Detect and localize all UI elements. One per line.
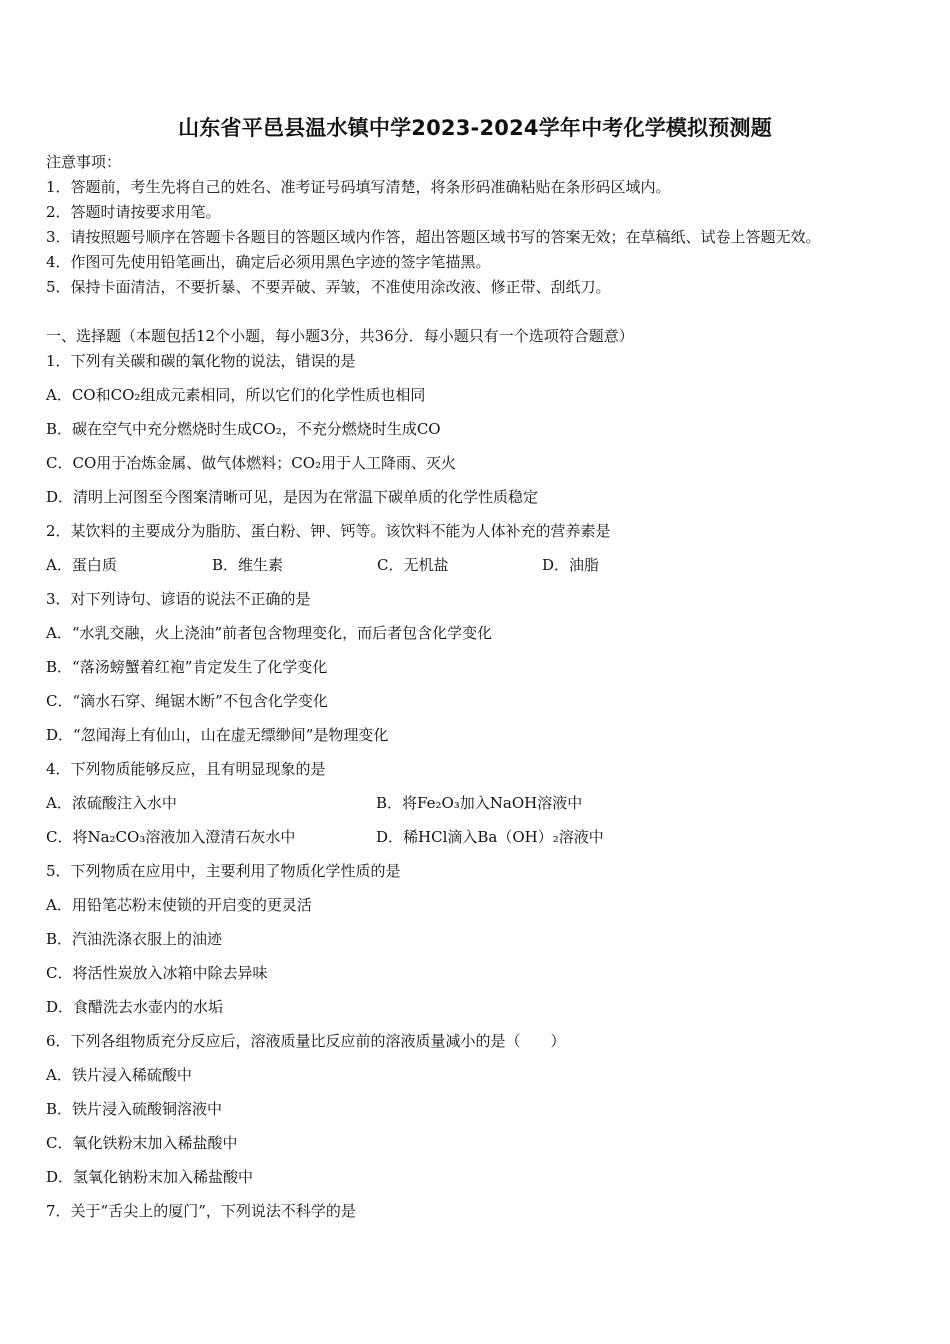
page-title: 山东省平邑县温水镇中学2023-2024学年中考化学模拟预测题 — [178, 116, 772, 140]
question-1-option-c: C．CO用于冶炼金属、做气体燃料；CO₂用于人工降雨、灭火 — [46, 454, 457, 472]
question-2-option-a: A．蛋白质 — [46, 556, 117, 574]
question-4-option-a: A．浓硫酸注入水中 — [46, 794, 177, 812]
section-heading: 一、选择题（本题包括12个小题，每小题3分，共36分．每小题只有一个选项符合题意） — [46, 327, 634, 345]
question-6-option-a: A．铁片浸入稀硫酸中 — [46, 1066, 192, 1084]
question-3-option-c: C．“滴水石穿、绳锯木断”不包含化学变化 — [46, 692, 328, 710]
question-3-option-d: D．“忽闻海上有仙山，山在虚无缥缈间”是物理变化 — [46, 726, 389, 744]
question-1-option-b: B．碳在空气中充分燃烧时生成CO₂，不充分燃烧时生成CO — [46, 420, 441, 438]
question-5-option-b: B．汽油洗涤衣服上的油迹 — [46, 930, 223, 948]
question-4-option-c: C．将Na₂CO₃溶液加入澄清石灰水中 — [46, 828, 296, 846]
question-2-option-b: B．维生素 — [212, 556, 284, 574]
question-5-option-d: D．食醋洗去水壶内的水垢 — [46, 998, 224, 1016]
notice-heading: 注意事项： — [46, 153, 122, 171]
question-6-option-c: C．氧化铁粉末加入稀盐酸中 — [46, 1134, 238, 1152]
question-7-stem: 7．关于“舌尖上的厦门”，下列说法不科学的是 — [46, 1202, 356, 1220]
question-6-option-d: D．氢氧化钠粉末加入稀盐酸中 — [46, 1168, 254, 1186]
question-2-stem: 2．某饮料的主要成分为脂肪、蛋白粉、钾、钙等。该饮料不能为人体补充的营养素是 — [46, 522, 611, 540]
question-4-stem: 4．下列物质能够反应，且有明显现象的是 — [46, 760, 326, 778]
question-3-option-a: A．“水乳交融，火上浇油”前者包含物理变化，而后者包含化学变化 — [46, 624, 493, 642]
question-1-option-a: A．CO和CO₂组成元素相同，所以它们的化学性质也相同 — [46, 386, 426, 404]
notice-item-3: 3．请按照题号顺序在答题卡各题目的答题区域内作答，超出答题区域书写的答案无效；在草稿纸、试卷上答题无效。 — [46, 228, 821, 246]
notice-item-2: 2．答题时请按要求用笔。 — [46, 203, 221, 221]
question-6-stem: 6．下列各组物质充分反应后，溶液质量比反应前的溶液质量减小的是（ ） — [46, 1032, 566, 1050]
question-5-option-c: C．将活性炭放入冰箱中除去异味 — [46, 964, 268, 982]
notice-item-1: 1．答题前，考生先将自己的姓名、准考证号码填写清楚，将条形码准确粘贴在条形码区域内。 — [46, 178, 671, 196]
question-6-option-b: B．铁片浸入硫酸铜溶液中 — [46, 1100, 223, 1118]
question-5-stem: 5．下列物质在应用中，主要利用了物质化学性质的是 — [46, 862, 401, 880]
question-2-option-c: C．无机盐 — [377, 556, 449, 574]
question-3-stem: 3．对下列诗句、谚语的说法不正确的是 — [46, 590, 311, 608]
notice-item-5: 5．保持卡面清洁，不要折暴、不要弄破、弄皱，不准使用涂改液、修正带、刮纸刀。 — [46, 278, 611, 296]
question-1-option-d: D．清明上河图至今图案清晰可见，是因为在常温下碳单质的化学性质稳定 — [46, 488, 539, 506]
question-4-option-b: B．将Fe₂O₃加入NaOH溶液中 — [376, 794, 583, 812]
question-1-stem: 1．下列有关碳和碳的氧化物的说法，错误的是 — [46, 352, 356, 370]
question-2-option-d: D．油脂 — [542, 556, 600, 574]
question-3-option-b: B．“落汤螃蟹着红袍”肯定发生了化学变化 — [46, 658, 328, 676]
question-5-option-a: A．用铅笔芯粉末使锁的开启变的更灵活 — [46, 896, 312, 914]
notice-item-4: 4．作图可先使用铅笔画出，确定后必须用黑色字迹的签字笔描黑。 — [46, 253, 491, 271]
question-4-option-d: D．稀HCl滴入Ba（OH）₂溶液中 — [376, 828, 604, 846]
